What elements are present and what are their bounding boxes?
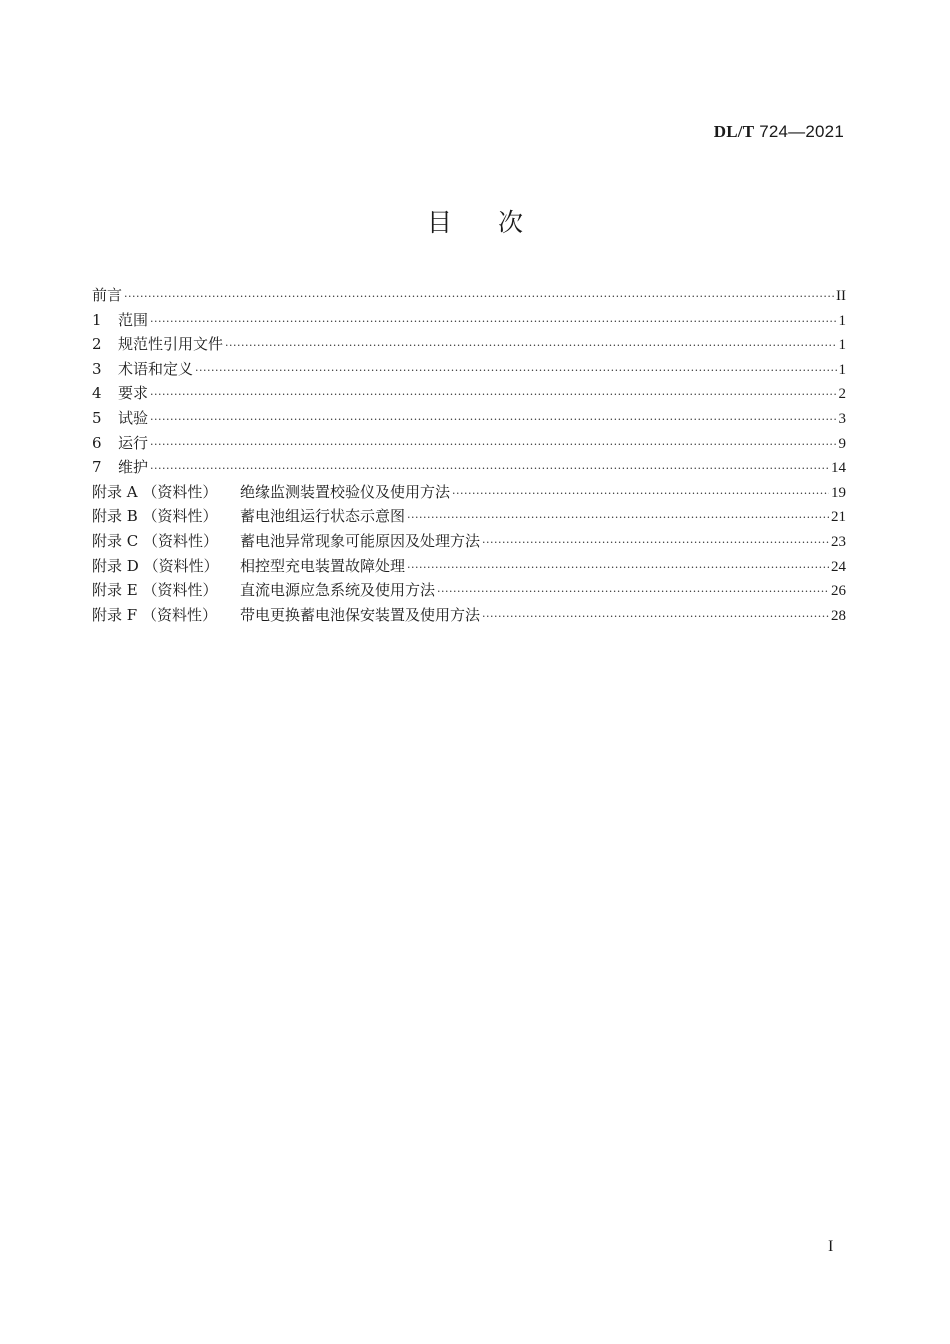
toc-entry-label: 带电更换蓄电池保安装置及使用方法 — [240, 605, 481, 624]
toc-dot-leader — [150, 381, 836, 408]
toc-section-number: 3 — [92, 359, 102, 378]
toc-entry-label: 术语和定义 — [118, 359, 194, 378]
toc-page-number: 28 — [831, 607, 846, 624]
toc-entry[interactable] — [92, 480, 846, 505]
toc-section-number: 2 — [92, 335, 102, 354]
toc-appendix-marker: 附录 D （资料性） — [92, 556, 219, 575]
toc-dot-leader — [150, 308, 836, 335]
toc-entry[interactable] — [92, 578, 846, 603]
toc-appendix-marker: 附录 B （资料性） — [92, 507, 218, 526]
table-of-contents — [92, 283, 846, 627]
toc-entry-label: 规范性引用文件 — [118, 335, 224, 354]
toc-entry-label: 维护 — [118, 458, 149, 477]
toc-page-number: 3 — [838, 410, 846, 427]
toc-entry[interactable] — [92, 603, 846, 628]
toc-entry[interactable] — [92, 431, 846, 456]
standard-prefix: DL/T — [713, 122, 755, 141]
toc-page-number: 1 — [838, 337, 846, 354]
toc-page-number: 1 — [838, 361, 846, 378]
toc-entry-label: 试验 — [118, 408, 149, 427]
toc-dot-leader — [407, 554, 829, 581]
toc-section-number: 7 — [92, 458, 102, 477]
toc-entry[interactable] — [92, 332, 846, 357]
toc-appendix-marker: 附录 A （资料性） — [92, 482, 218, 501]
toc-page-number: 19 — [831, 484, 846, 501]
toc-entry[interactable] — [92, 529, 846, 554]
toc-entry[interactable] — [92, 308, 846, 333]
toc-page-number: 23 — [831, 533, 846, 550]
toc-dot-leader — [482, 529, 829, 556]
page-number: I — [828, 1238, 834, 1255]
toc-dot-leader — [124, 283, 834, 310]
toc-entry-label: 蓄电池组运行状态示意图 — [240, 507, 406, 526]
toc-entry-label: 要求 — [118, 384, 149, 403]
toc-entry[interactable] — [92, 504, 846, 529]
toc-title: 目次 — [426, 208, 569, 237]
toc-dot-leader — [452, 480, 829, 507]
toc-dot-leader — [195, 357, 836, 384]
toc-section-number: 6 — [92, 433, 102, 452]
toc-dot-leader — [225, 332, 836, 359]
toc-entry[interactable] — [92, 554, 846, 579]
toc-dot-leader — [437, 578, 829, 605]
standard-number: 724—2021 — [759, 122, 844, 141]
toc-dot-leader — [150, 406, 836, 433]
toc-section-number: 5 — [92, 408, 102, 427]
toc-page-number: 2 — [838, 386, 846, 403]
toc-dot-leader — [407, 504, 829, 531]
toc-section-number: 1 — [92, 310, 102, 329]
toc-entry[interactable] — [92, 455, 846, 480]
toc-entry-label: 蓄电池异常现象可能原因及处理方法 — [240, 531, 481, 550]
standard-code — [714, 122, 844, 142]
toc-page-number: 26 — [831, 583, 846, 600]
toc-page-number: II — [836, 288, 846, 304]
toc-page-number: 24 — [831, 558, 846, 575]
toc-appendix-marker: 附录 F （资料性） — [92, 605, 217, 624]
toc-entry[interactable] — [92, 357, 846, 382]
toc-appendix-marker: 附录 E （资料性） — [92, 581, 218, 600]
toc-appendix-marker: 附录 C （资料性） — [92, 531, 219, 550]
toc-dot-leader — [482, 603, 829, 630]
toc-section-number: 4 — [92, 384, 102, 403]
toc-entry-label: 相控型充电装置故障处理 — [240, 556, 406, 575]
toc-entry-label: 直流电源应急系统及使用方法 — [240, 581, 436, 600]
toc-entry-label: 范围 — [118, 310, 149, 329]
toc-entry[interactable] — [92, 406, 846, 431]
toc-page-number: 21 — [831, 509, 846, 526]
toc-entry-label: 运行 — [118, 433, 149, 452]
toc-entry[interactable] — [92, 283, 846, 308]
toc-entry[interactable] — [92, 381, 846, 406]
toc-entry-label: 前言 — [92, 286, 123, 304]
toc-dot-leader — [150, 431, 836, 458]
toc-page-number: 1 — [838, 312, 846, 329]
toc-dot-leader — [150, 455, 829, 482]
toc-page-number: 9 — [838, 435, 846, 452]
toc-entry-label: 绝缘监测装置校验仪及使用方法 — [240, 482, 451, 501]
toc-page-number: 14 — [831, 460, 846, 477]
